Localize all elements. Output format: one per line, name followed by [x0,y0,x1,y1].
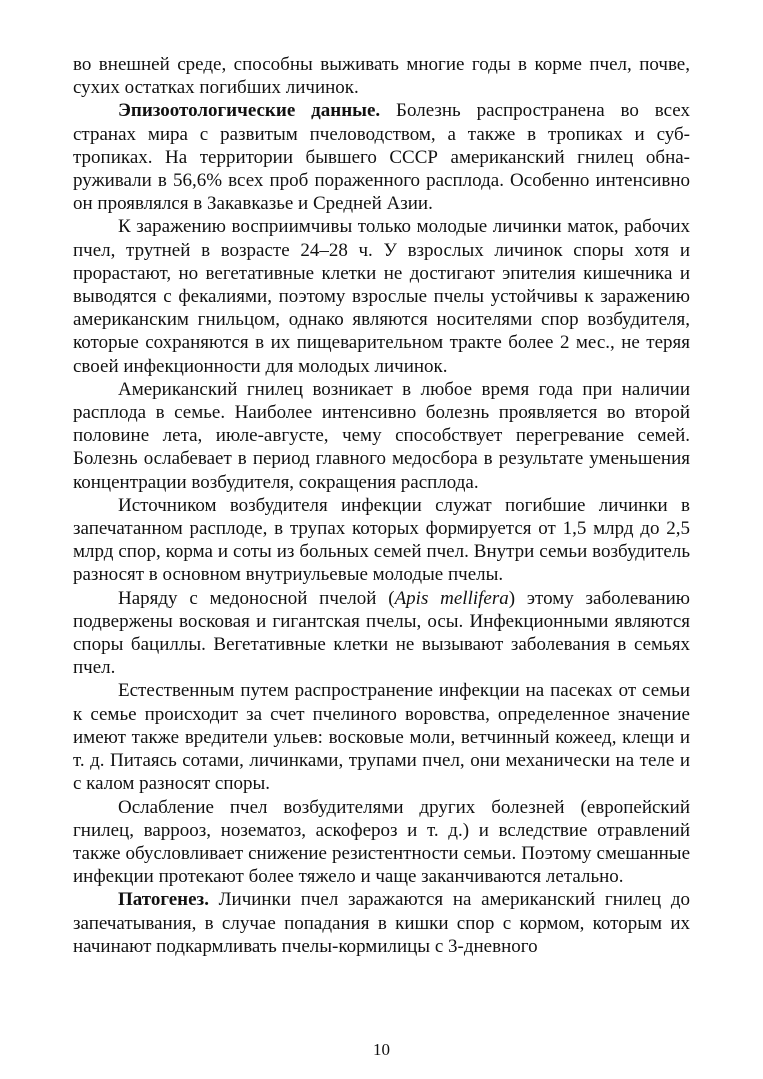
species-name: Apis mellifera [394,587,509,609]
paragraph-weakening: Ослабление пчел возбудителями других болезней (европейский гнилец, варрооз, нозематоз, аскофероз и т. д.) и вследствие отравлений также обусловливает снижение резистентности семьи. Поэтому смешанные инфекции протекают более тяжело и чаще заканчиваются летально. [73,796,690,888]
paragraph-pathogenesis [73,888,690,958]
paragraph-infection-source: Источником возбудителя инфекции служат погибшие личинки в запечатанном расплоде, в трупах которых формируется от 1,5 млрд до 2,5 млрд спор, корма и соты из больных семей пчел. Внутри семьи возбудитель разносят в основном внутриульевые молодые пчелы. [73,494,690,586]
paragraph-text: Наряду с медоносной пчелой ( [118,587,395,609]
paragraph-hosts [73,587,690,680]
paragraph-susceptibility: К заражению восприимчивы только молодые личинки маток, рабочих пчел, трутней в возрасте 24–28 ч. У взрослых личинок споры хотя и прорастают, но вегетативные клетки не достигают эпителия кишечника и выводятся с фекалиями, поэтому взрослые пчелы устойчивы к заражению американским гнильцом, однако являются носителями спор возбудителя, которые сохраняются в их пищеварительном тракте более 2 мес., не теряя своей инфекционности для молодых личинок. [73,216,690,377]
paragraph-intro-continued: во внешней среде, способны выживать многие годы в корме пчел, почве, сухих остатках погибших личинок. [73,54,690,99]
section-heading-epizootology: Эпизоотологические данные. [118,100,381,122]
paragraph-text: Болезнь распространена во всех странах мира с развитым пчеловодством, а также в тропиках и субтропиках. На территории бывшего СССР американский гнилец обнаруживали в 56,6% всех проб пораженного расплода. Особенно интенсивно он проявлялся в Закавказье и Средней Азии. [73,100,690,215]
page-number: 10 [373,1040,390,1059]
section-heading-pathogenesis: Патогенез. [118,889,209,911]
paragraph-transmission: Естественным путем распространение инфекции на пасеках от семьи к семье происходит за счет пчелиного воровства, определенное значение имеют также вредители ульев: восковые моли, ветчинный кожеед, клещи и т. д. Питаясь сотами, личинками, трупами пчел, они механически на теле и с калом разносят споры. [73,680,690,795]
paragraph-epizootology [73,99,690,215]
page-body [73,53,690,958]
paragraph-text: Личинки пчел заражаются на американский гнилец до запечатывания, в случае попадания в кишки спор с кормом, которым их начинают подкармливать пчелы-кормилицы с 3-дневного [73,889,690,957]
paragraph-seasonality: Американский гнилец возникает в любое время года при наличии расплода в семье. Наиболее интенсивно болезнь проявляется во второй половине лета, июле-августе, чему способствует перегревание семей. Болезнь ослабевает в период главного медосбора в результате уменьшения концентрации возбудителя, сокращения расплода. [73,378,690,493]
paragraph-text: ) этому заболеванию подвержены восковая и гигантская пчелы, осы. Инфекционными являются споры бациллы. Вегетативные клетки не вызывают заболевания в семьях пчел. [73,587,690,679]
